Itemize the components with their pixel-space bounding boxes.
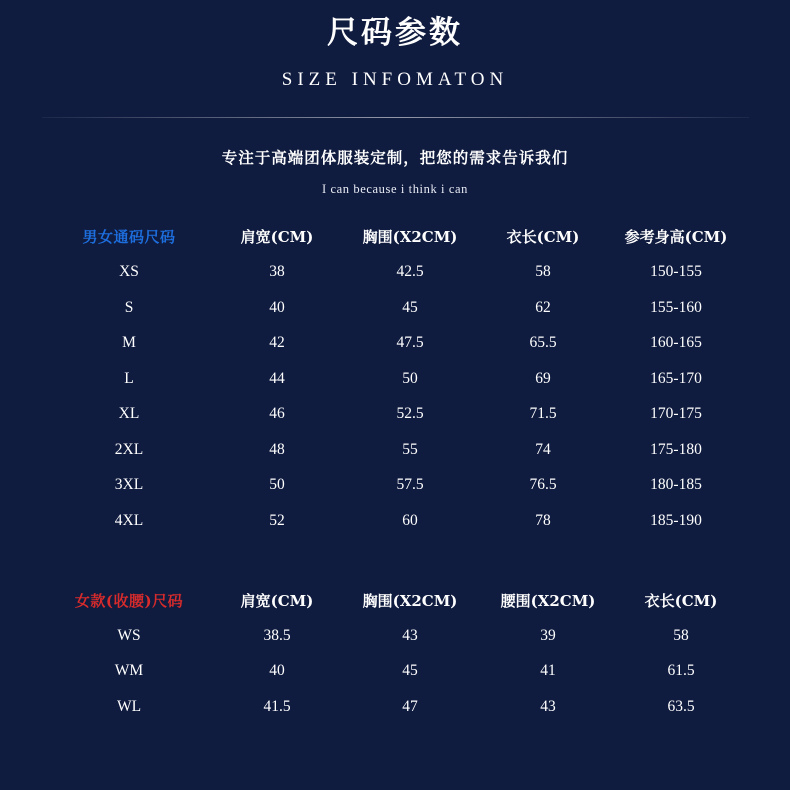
value-cell: 38	[269, 263, 285, 280]
value-cell: 185-190	[650, 511, 702, 529]
value-cell: 150-155	[650, 263, 702, 280]
value-cell: 160-165	[650, 334, 702, 351]
table-row	[45, 503, 745, 539]
value-cell: 71.5	[529, 405, 557, 422]
size-cell: M	[122, 334, 136, 351]
value-cell: 155-160	[650, 298, 702, 316]
value-cell: 60	[402, 511, 418, 529]
value-cell: 41.5	[263, 697, 291, 715]
value-cell: 175-180	[650, 440, 702, 458]
value-cell: 38.5	[263, 626, 291, 644]
subtitle-en: I can because i think i can	[321, 181, 468, 196]
unisex-table-label: 男女通码尺码	[82, 228, 176, 246]
value-cell: 52	[269, 511, 285, 529]
page-header	[0, 0, 790, 197]
value-cell: 42.5	[396, 263, 424, 280]
value-cell: 180-185	[650, 476, 702, 493]
value-cell: 40	[269, 662, 285, 679]
table-row	[45, 618, 745, 654]
value-cell: 62	[535, 298, 551, 316]
column-header: 衣长(CM)	[506, 228, 580, 246]
table-row	[45, 396, 745, 432]
table-row	[45, 290, 745, 326]
value-cell: 170-175	[650, 405, 702, 422]
value-cell: 76.5	[529, 476, 557, 493]
page-title-en: SIZE INFOMATON	[281, 68, 509, 90]
column-header: 腰围(X2CM)	[500, 591, 596, 610]
value-cell: 63.5	[667, 697, 695, 715]
table-header-row	[45, 582, 745, 618]
table-row	[45, 689, 745, 725]
value-cell: 48	[269, 440, 285, 458]
value-cell: 69	[535, 369, 551, 387]
value-cell: 52.5	[396, 405, 424, 422]
size-cell: WS	[117, 626, 141, 644]
unisex-size-table	[45, 219, 745, 539]
size-cell: 4XL	[114, 511, 144, 529]
value-cell: 43	[540, 697, 556, 715]
value-cell: 45	[402, 298, 418, 316]
column-header: 肩宽(CM)	[240, 591, 314, 610]
table-row	[45, 432, 745, 468]
value-cell: 39	[540, 626, 556, 644]
value-cell: 65.5	[529, 334, 557, 351]
table-row	[45, 254, 745, 290]
value-cell: 44	[269, 369, 285, 387]
table-row	[45, 361, 745, 397]
value-cell: 74	[535, 440, 551, 458]
value-cell: 45	[402, 662, 418, 679]
size-cell: L	[124, 369, 134, 387]
column-header: 参考身高(CM)	[624, 228, 728, 246]
table-row	[45, 467, 745, 503]
page-title: 尺码参数	[327, 15, 463, 51]
table-row	[45, 325, 745, 361]
value-cell: 41	[540, 662, 556, 679]
size-cell: WM	[114, 662, 144, 679]
women-size-table	[45, 582, 745, 724]
column-header: 衣长(CM)	[644, 591, 718, 610]
value-cell: 57.5	[396, 476, 424, 493]
header-divider	[42, 117, 749, 118]
column-header: 胸围(X2CM)	[362, 228, 458, 246]
value-cell: 58	[535, 263, 551, 280]
value-cell: 55	[402, 440, 418, 458]
value-cell: 50	[402, 369, 418, 387]
women-table-label: 女款(收腰)尺码	[74, 591, 184, 610]
value-cell: 50	[269, 476, 285, 493]
value-cell: 61.5	[667, 662, 695, 679]
value-cell: 58	[673, 626, 689, 644]
value-cell: 42	[269, 334, 285, 351]
size-cell: XS	[119, 263, 139, 280]
size-cell: WL	[116, 697, 142, 715]
women-size-table-block	[45, 582, 745, 724]
size-cell: S	[124, 298, 134, 316]
size-cell: 3XL	[114, 476, 144, 493]
column-header: 肩宽(CM)	[240, 228, 314, 246]
column-header: 胸围(X2CM)	[362, 591, 458, 610]
size-cell: XL	[118, 405, 140, 422]
value-cell: 47.5	[396, 334, 424, 351]
size-cell: 2XL	[114, 440, 144, 458]
value-cell: 47	[402, 697, 418, 715]
unisex-size-table-block	[45, 219, 745, 539]
table-row	[45, 653, 745, 689]
value-cell: 46	[269, 405, 285, 422]
value-cell: 78	[535, 511, 551, 529]
value-cell: 43	[402, 626, 418, 644]
value-cell: 40	[269, 298, 285, 316]
table-header-row	[45, 219, 745, 255]
subtitle-cn: 专注于高端团体服装定制，把您的需求告诉我们	[221, 147, 569, 167]
value-cell: 165-170	[650, 369, 702, 387]
